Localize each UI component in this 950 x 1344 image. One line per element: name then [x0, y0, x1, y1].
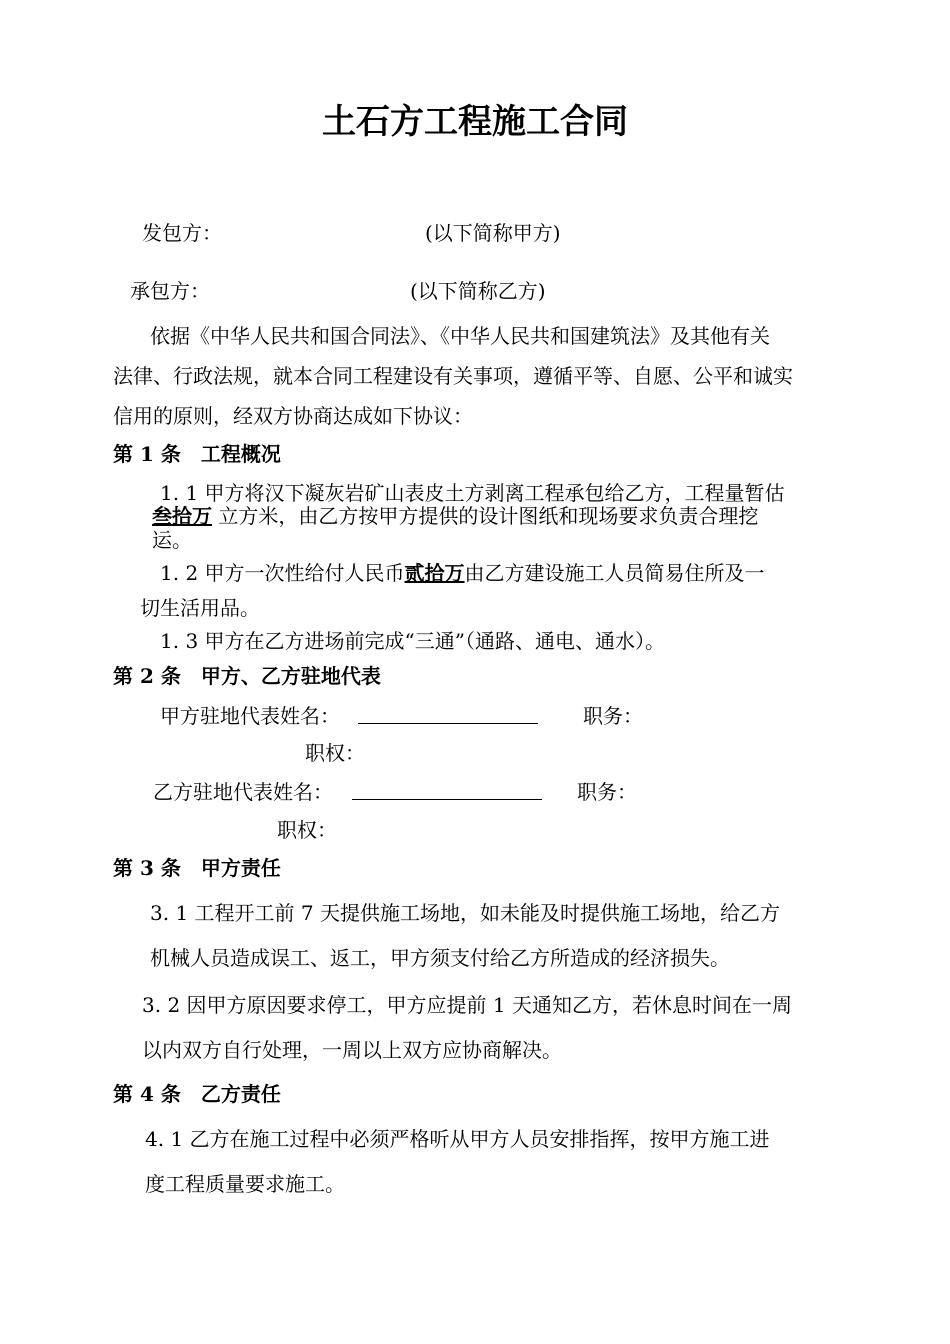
article-4-heading: 第 4 条 乙方责任 — [113, 1082, 281, 1106]
party-b-rep-name-label: 乙方驻地代表姓名： — [153, 780, 333, 804]
project-volume-amount: 叁拾万 — [152, 504, 212, 528]
payment-amount: 贰拾万 — [404, 561, 465, 585]
clause-1-1-line-2-text: 立方米，由乙方按甲方提供的设计图纸和现场要求负责合理挖 — [218, 504, 759, 528]
clause-1-2-line-2: 切生活用品。 — [140, 596, 260, 620]
party-a-rep-name-blank[interactable] — [358, 703, 538, 724]
clause-1-1-line-3: 运。 — [152, 528, 192, 552]
clause-1-3: 1. 3 甲方在乙方进场前完成“三通”（通路、通电、通水）。 — [160, 629, 665, 653]
preamble-line-2: 法律、行政法规，就本合同工程建设有关事项，遵循平等、自愿、公平和诚实 — [113, 364, 793, 388]
party-a-rep-title-label: 职务： — [583, 704, 643, 728]
contractor-label: 承包方： — [130, 279, 210, 303]
employer-note: (以下简称甲方) — [425, 221, 561, 245]
article-2-heading: 第 2 条 甲方、乙方驻地代表 — [113, 664, 381, 688]
contractor-note: (以下简称乙方) — [410, 279, 546, 303]
clause-1-2-post: 由乙方建设施工人员简易住所及一 — [464, 561, 765, 585]
party-b-rep-name-blank[interactable] — [352, 779, 542, 800]
clause-3-2-line-2: 以内双方自行处理，一周以上双方应协商解决。 — [142, 1038, 562, 1062]
clause-3-1-line-2: 机械人员造成误工、返工，甲方须支付给乙方所造成的经济损失。 — [150, 946, 730, 970]
clause-3-1-line-1: 3. 1 工程开工前 7 天提供施工场地，如未能及时提供施工场地，给乙方 — [150, 901, 780, 925]
party-b-rep-authority-label: 职权： — [277, 818, 337, 842]
clause-1-1-line-2 — [152, 503, 758, 529]
article-1-heading: 第 1 条 工程概况 — [113, 442, 281, 466]
article-3-heading: 第 3 条 甲方责任 — [113, 856, 281, 880]
clause-4-1-line-2: 度工程质量要求施工。 — [145, 1172, 345, 1196]
clause-3-2-line-1: 3. 2 因甲方原因要求停工，甲方应提前 1 天通知乙方，若休息时间在一周 — [142, 993, 792, 1017]
party-b-rep-title-label: 职务： — [577, 780, 637, 804]
clause-1-1-line-1: 1. 1 甲方将汉下凝灰岩矿山表皮土方剥离工程承包给乙方，工程量暂估 — [160, 481, 785, 505]
employer-label: 发包方： — [142, 221, 222, 245]
party-a-rep-authority-label: 职权： — [305, 741, 365, 765]
clause-4-1-line-1: 4. 1 乙方在施工过程中必须严格听从甲方人员安排指挥，按甲方施工进 — [145, 1127, 770, 1151]
preamble-line-1: 依据《中华人民共和国合同法》、《中华人民共和国建筑法》及其他有关 — [150, 324, 770, 348]
preamble-line-3: 信用的原则，经双方协商达成如下协议： — [113, 404, 473, 428]
clause-1-2-line-1 — [160, 560, 765, 586]
party-a-rep-name-label: 甲方驻地代表姓名： — [160, 704, 340, 728]
contract-title: 土石方工程施工合同 — [322, 102, 628, 142]
clause-1-2-pre: 1. 2 甲方一次性给付人民币 — [160, 561, 405, 585]
